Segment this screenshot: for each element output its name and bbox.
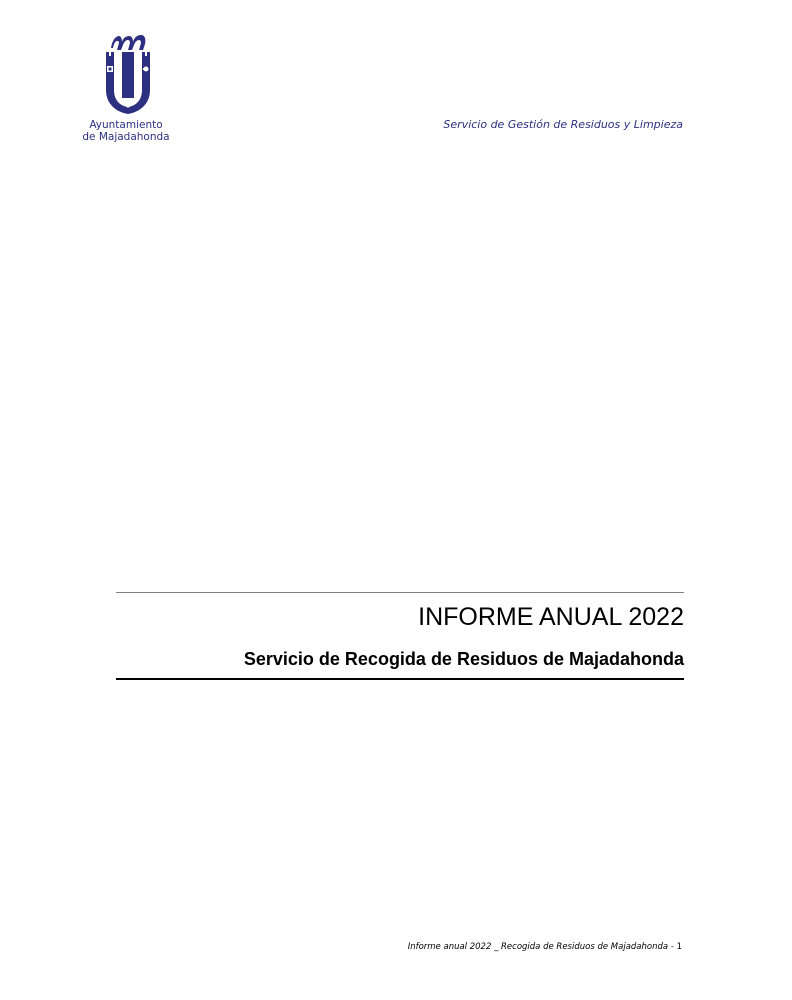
majadahonda-crest-icon xyxy=(104,30,152,116)
report-title: INFORME ANUAL 2022 xyxy=(418,603,684,631)
logo-caption xyxy=(76,119,176,143)
page-number: 1 xyxy=(676,942,682,952)
footer-text: Informe anual 2022 _ Recogida de Residuos de Majadahonda xyxy=(407,942,669,952)
page-footer xyxy=(408,942,682,952)
report-subtitle: Servicio de Recogida de Residuos de Majadahonda xyxy=(243,649,684,669)
header-service-name: Servicio de Gestión de Residuos y Limpieza xyxy=(443,118,683,131)
logo-line-1: Ayuntamiento xyxy=(89,119,163,131)
municipal-logo xyxy=(80,30,176,143)
logo-line-2: de Majadahonda xyxy=(82,131,170,143)
title-rule-top xyxy=(116,592,684,593)
title-rule-bottom xyxy=(116,678,684,680)
footer-separator: - xyxy=(668,942,677,952)
